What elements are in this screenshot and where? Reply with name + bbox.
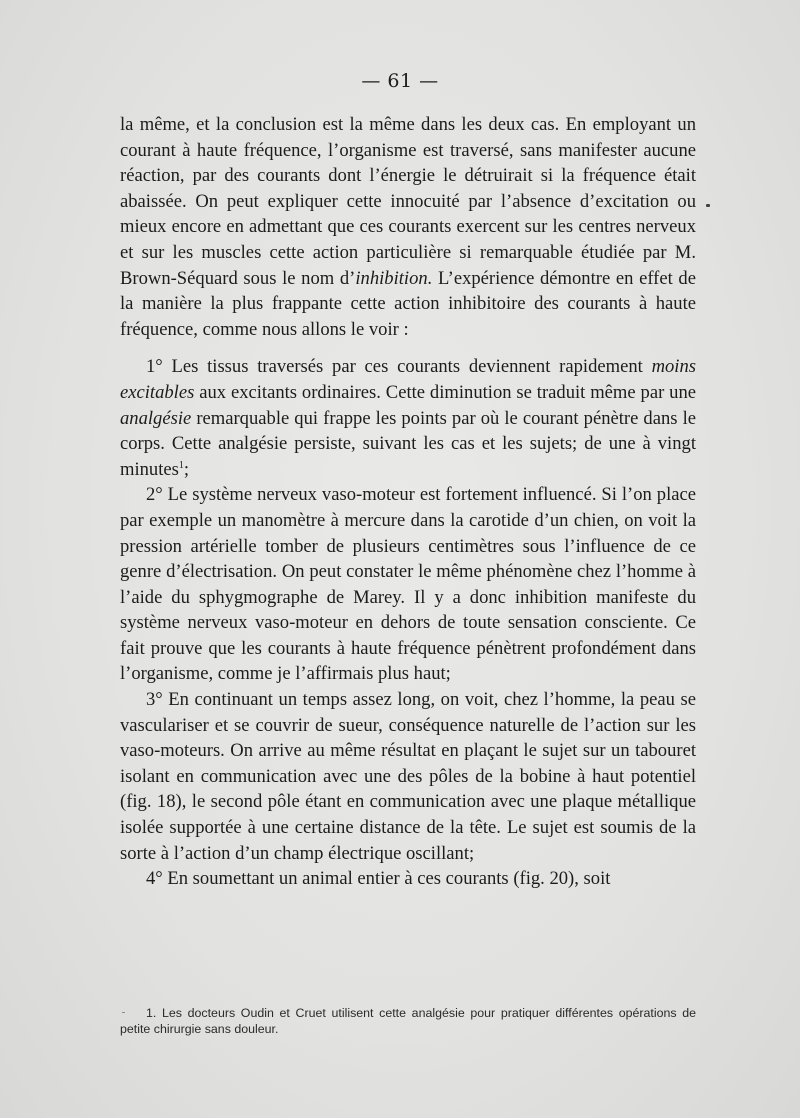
print-speck <box>706 204 710 207</box>
paragraph-text: L’expérience démontre en effet de la manière la plus frappante cette action inhibitoire des courants à haute fréquence, comme nous allons le voir : <box>120 267 696 340</box>
list-item-2: 2° Le système nerveux vaso-moteur est fortement influencé. Si l’on place par exemple un manomètre à mercure dans la carotide d’un chien, on voit la pression artérielle tomber de plusieurs centimètres sous l’influence de ce genre d’électrisation. On peut constater le même phénomène chez l’homme à l’aide du sphygmographe de Marey. Il y a donc inhibition manifeste du système nerveux vaso-moteur en dehors de toute sensation consciente. Ce fait prouve que les courants à haute fréquence pénètrent profondément dans l’organisme, comme je l’affirmais plus haut; <box>120 484 696 685</box>
page-number: — 61 — <box>361 70 439 92</box>
footnote: 1. Les docteurs Oudin et Cruet utilisent cette analgésie pour pratiquer différentes opérations de petite chirurgie sans douleur. <box>120 1006 696 1036</box>
italic-term-analgesie: analgésie <box>120 407 192 429</box>
list-item-3: 3° En continuant un temps assez long, on voit, chez l’homme, la peau se vasculariser et se couvrir de sueur, conséquence naturelle de l’action sur les vaso-moteurs. On arrive au même résultat en plaçant le sujet sur un tabouret isolant en communication avec une des pôles de la bobine à haut potentiel (fig. 18), le second pôle étant en communication avec une plaque métallique isolée supportée à une certaine distance de la tête. Le sujet est soumis de la sorte à l’action d’un champ électrique oscillant; <box>120 689 696 864</box>
footnote-marker: 1 <box>178 459 184 471</box>
paragraph-text: la même, et la conclusion est la même dans les deux cas. En employant un courant à haute fréquence, l’organisme est traversé, sans manifester aucune réaction, par des courants dont l’énergie le détruirait si la fréquence était abaissée. On peut expliquer cette innocuité par l’absence d’excitation ou mieux encore en admettant que ces courants exercent sur les centres nerveux et sur les muscles cette action particulière si remarquable étudiée par M. Brown-Séquard sous le nom d’ <box>120 114 696 289</box>
item-text: aux excitants ordinaires. Cette diminution se traduit même par une <box>194 381 696 403</box>
item-text: remarquable qui frappe les points par où le courant pénètre dans le corps. Cette analgésie persiste, suivant les cas et les sujets; de une à vingt minutes <box>120 407 696 480</box>
paragraph-continuation <box>120 112 696 342</box>
list-item-1 <box>120 354 696 482</box>
item-text: ; <box>183 458 190 480</box>
list-item-4: 4° En soumettant un animal entier à ces courants (fig. 20), soit <box>146 868 611 890</box>
body-text <box>120 112 696 892</box>
item-text: 1° Les tissus traversés par ces courants deviennent rapidement <box>146 356 652 378</box>
italic-term-inhibition: inhibition. <box>355 267 433 289</box>
italic-term-moins-excitables: moins excitables <box>120 356 696 403</box>
print-speck <box>122 1012 125 1013</box>
